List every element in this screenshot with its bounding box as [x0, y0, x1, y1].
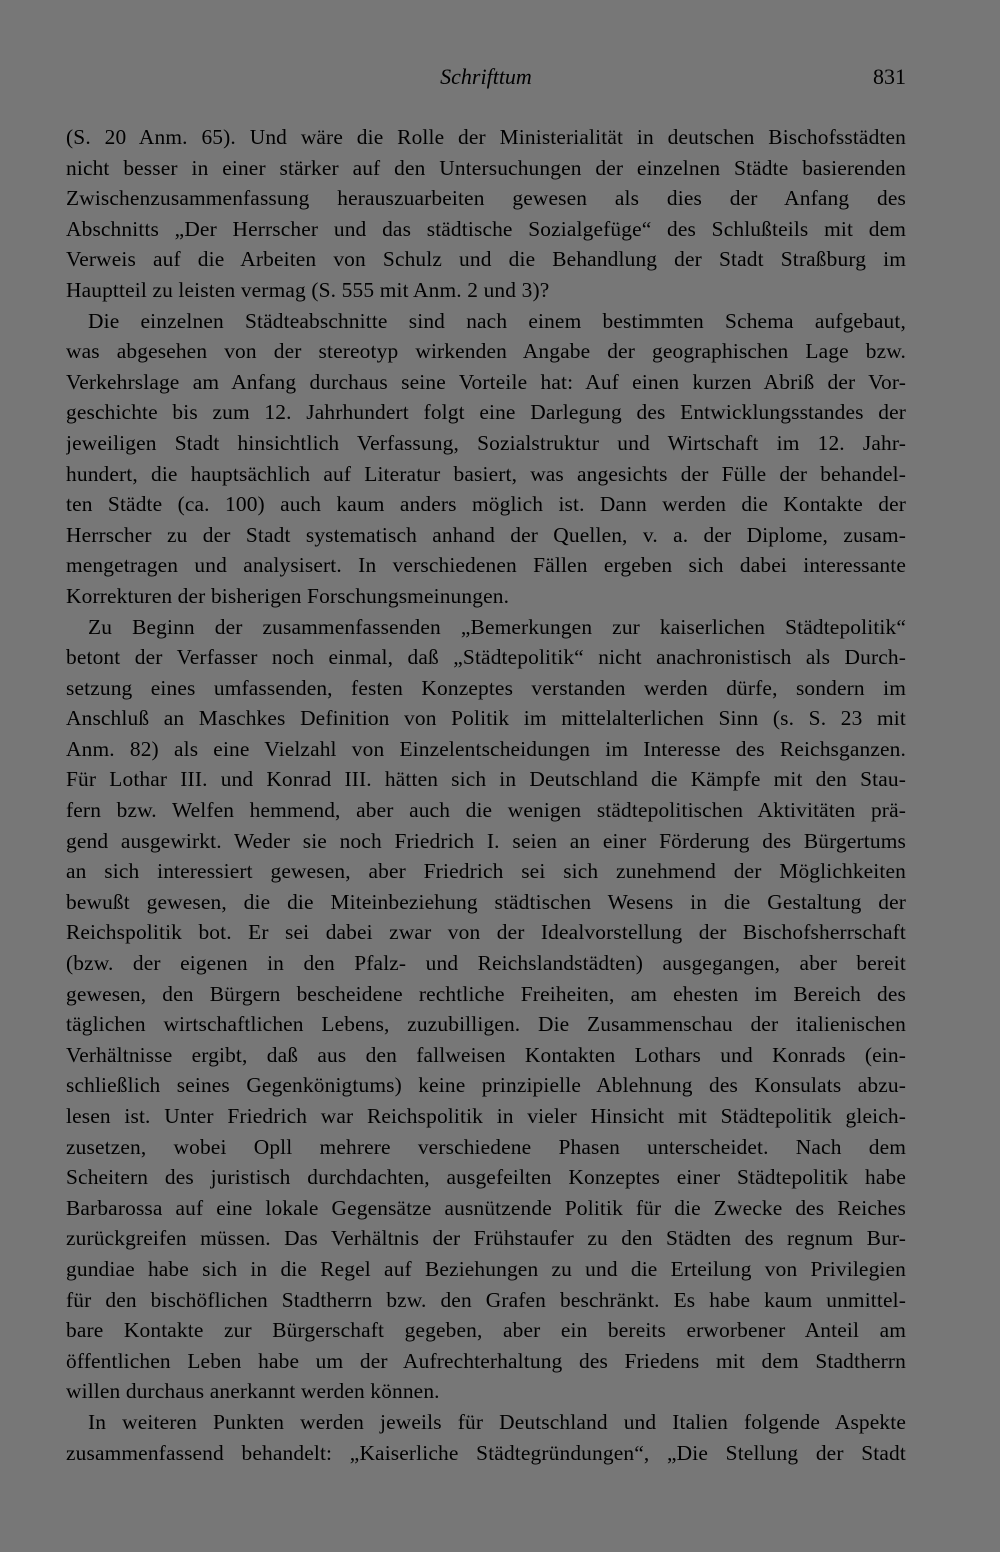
text-line: Abschnitts „Der Herrscher und das städtische Sozialgefüge“ des Schlußteils mit dem	[66, 216, 906, 241]
text-line: Zu Beginn der zusammenfassenden „Bemerkungen zur kaiserlichen Städtepolitik“	[88, 614, 906, 639]
text-line: Die einzelnen Städteabschnitte sind nach einem bestimmten Schema aufgebaut,	[88, 308, 906, 333]
text-line: zusammenfassend behandelt: „Kaiserliche Städtegründungen“, „Die Stellung der Stadt	[66, 1440, 906, 1465]
text-line: Verkehrslage am Anfang durchaus seine Vorteile hat: Auf einen kurzen Abriß der Vor-	[66, 369, 906, 394]
text-line: an sich interessiert gewesen, aber Friedrich sei sich zunehmend der Möglichkeiten	[66, 859, 906, 884]
text-line: was abgesehen von der stereotyp wirkenden Angabe der geographischen Lage bzw.	[66, 339, 906, 364]
text-line: gundiae habe sich in die Regel auf Beziehungen zu und die Erteilung von Privilegien	[66, 1256, 906, 1281]
text-line: Für Lothar III. und Konrad III. hätten sich in Deutschland die Kämpfe mit den Stau-	[66, 767, 906, 792]
text-line: geschichte bis zum 12. Jahrhundert folgt eine Darlegung des Entwicklungsstandes der	[66, 400, 906, 425]
text-line: In weiteren Punkten werden jeweils für Deutschland und Italien folgende Aspekte	[88, 1409, 906, 1434]
text-line: gend ausgewirkt. Weder sie noch Friedrich I. seien an einer Förderung des Bürgertums	[66, 828, 906, 853]
text-line: Hauptteil zu leisten vermag (S. 555 mit Anm. 2 und 3)?	[66, 277, 550, 302]
text-line: Verhältnisse ergibt, daß aus den fallweisen Kontakten Lothars und Konrads (ein-	[66, 1042, 906, 1067]
paragraph-4	[66, 1407, 906, 1468]
text-line: Verweis auf die Arbeiten von Schulz und die Behandlung der Stadt Straßburg im	[66, 247, 906, 272]
text-line: Scheitern des juristisch durchdachten, ausgefeilten Konzeptes einer Städtepolitik habe	[66, 1165, 906, 1190]
text-line: Reichspolitik bot. Er sei dabei zwar von der Idealvorstellung der Bischofsherrschaft	[66, 920, 906, 945]
text-line: hundert, die hauptsächlich auf Literatur basiert, was angesichts der Fülle der behandel-	[66, 461, 906, 486]
paragraph-1	[66, 122, 906, 306]
text-line: mengetragen und analysisert. In verschiedenen Fällen ergeben sich dabei interessante	[66, 553, 906, 578]
text-line: (S. 20 Anm. 65). Und wäre die Rolle der Ministerialität in deutschen Bischofsstädten	[66, 125, 906, 149]
text-line: zurückgreifen müssen. Das Verhältnis der Frühstaufer zu den Städten des regnum Bur-	[66, 1226, 906, 1251]
text-line: Anm. 82) als eine Vielzahl von Einzelentscheidungen im Interesse des Reichsganzen.	[66, 736, 906, 761]
paragraph-3	[66, 612, 906, 1407]
text-line: schließlich seines Gegenkönigtums) keine prinzipielle Ablehnung des Konsulats abzu-	[66, 1073, 906, 1098]
text-line: nicht besser in einer stärker auf den Untersuchungen der einzelnen Städte basierenden	[66, 155, 906, 180]
running-head	[66, 58, 906, 98]
text-line: betont der Verfasser noch einmal, daß „Städtepolitik“ nicht anachronistisch als Durch-	[66, 645, 906, 670]
text-line: bewußt gewesen, die die Miteinbeziehung städtischen Wesens in die Gestaltung der	[66, 889, 906, 914]
text-line: jeweiligen Stadt hinsichtlich Verfassung, Sozialstruktur und Wirtschaft im 12. Jahr-	[66, 430, 906, 455]
text-line: bare Kontakte zur Bürgerschaft gegeben, aber ein bereits erworbener Anteil am	[66, 1318, 906, 1343]
text-line: willen durchaus anerkannt werden können.	[66, 1379, 440, 1404]
text-line: zusetzen, wobei Opll mehrere verschiedene Phasen unterscheidet. Nach dem	[66, 1134, 906, 1159]
text-line: Anschluß an Maschkes Definition von Politik im mittelalterlichen Sinn (s. S. 23 mit	[66, 706, 906, 731]
text-line: gewesen, den Bürgern bescheidene rechtliche Freiheiten, am ehesten im Bereich des	[66, 981, 906, 1006]
page-number: 831	[873, 64, 906, 89]
text-line: Barbarossa auf eine lokale Gegensätze ausnützende Politik für die Zwecke des Reiches	[66, 1195, 906, 1220]
text-line: (bzw. der eigenen in den Pfalz- und Reichslandstädten) ausgegangen, aber bereit	[66, 951, 906, 976]
text-line: fern bzw. Welfen hemmend, aber auch die wenigen städtepolitischen Aktivitäten prä-	[66, 798, 906, 823]
text-line: Zwischenzusammenfassung herauszuarbeiten gewesen als dies der Anfang des	[66, 186, 906, 211]
text-line: Korrekturen der bisherigen Forschungsmeinungen.	[66, 583, 510, 608]
text-line: setzung eines umfassenden, festen Konzeptes verstanden werden dürfe, sondern im	[66, 675, 906, 700]
text-line: lesen ist. Unter Friedrich war Reichspolitik in vieler Hinsicht mit Städtepolitik gleich-	[66, 1104, 906, 1128]
text-line: täglichen wirtschaftlichen Lebens, zuzubilligen. Die Zusammenschau der italienischen	[66, 1012, 906, 1037]
text-line: für den bischöflichen Stadtherrn bzw. den Grafen beschränkt. Es habe kaum unmittel-	[66, 1287, 906, 1312]
body-text	[66, 122, 906, 1468]
text-line: Herrscher zu der Stadt systematisch anhand der Quellen, v. a. der Diplome, zusam-	[66, 522, 906, 547]
running-title: Schrifttum	[440, 64, 532, 89]
text-line: ten Städte (ca. 100) auch kaum anders möglich ist. Dann werden die Kontakte der	[66, 492, 906, 517]
paragraph-2	[66, 306, 906, 612]
text-line: öffentlichen Leben habe um der Aufrechterhaltung des Friedens mit dem Stadtherrn	[66, 1348, 906, 1373]
book-page	[66, 58, 906, 1498]
